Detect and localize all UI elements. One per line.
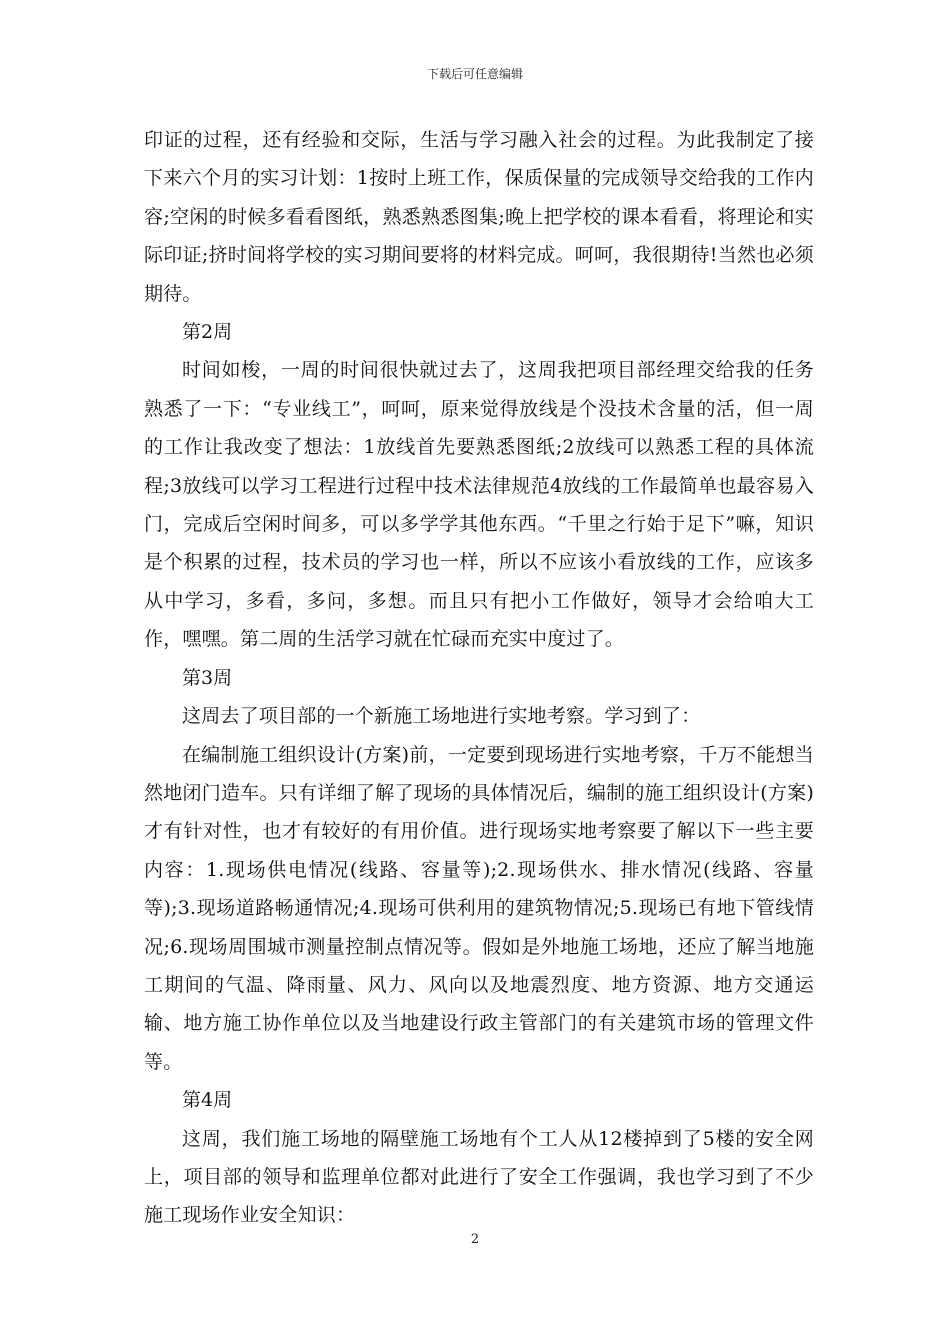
page-number: 2 <box>470 1232 480 1247</box>
page-header: 下载后可任意编辑 <box>426 67 523 81</box>
paragraph-intro-continued: 印证的过程，还有经验和交际，生活与学习融入社会的过程。为此我制定了接下来六个月的实习计划：1按时上班工作，保质保量的完成领导交给我的工作内容;空闲的时候多看看图纸，熟悉熟悉图集;晚上把学校的课本看看，将理论和实际印证;挤时间将学校的实习期间要将的材料完成。呵呵，我很期待!当然也必须期待。 <box>144 129 814 305</box>
paragraph-week-3-intro: 这周去了项目部的一个新施工场地进行实地考察。学习到了： <box>182 705 701 728</box>
section-heading-week-4: 第4周 <box>182 1089 233 1112</box>
section-heading-week-2: 第2周 <box>182 321 233 344</box>
paragraph-week-2: 时间如梭，一周的时间很快就过去了，这周我把项目部经理交给我的任务熟悉了一下：“专业线工”，呵呵，原来觉得放线是个没技术含量的活，但一周的工作让我改变了想法：1放线首先要熟悉图纸;2放线可以熟悉工程的具体流程;3放线可以学习工程进行过程中技术法律规范4放线的工作最简单也最容易入门，完成后空闲时间多，可以多学学其他东西。“千里之行始于足下”嘛，知识是个积累的过程，技术员的学习也一样，所以不应该小看放线的工作，应该多从中学习，多看，多问，多想。而且只有把小工作做好，领导才会给咱大工作，嘿嘿。第二周的生活学习就在忙碌而充实中度过了。 <box>144 359 814 651</box>
section-heading-week-3: 第3周 <box>182 666 233 689</box>
document-body <box>144 121 814 1235</box>
paragraph-week-4: 这周，我们施工场地的隔壁施工场地有个工人从12楼掉到了5楼的安全网上，项目部的领导和监理单位都对此进行了安全工作强调，我也学习到了不少施工现场作业安全知识： <box>144 1127 814 1227</box>
paragraph-week-3-details: 在编制施工组织设计(方案)前，一定要到现场进行实地考察，千万不能想当然地闭门造车。只有详细了解了现场的具体情况后，编制的施工组织设计(方案)才有针对性，也才有较好的有用价值。进行现场实地考察要了解以下一些主要内容：1.现场供电情况(线路、容量等);2.现场供水、排水情况(线路、容量等);3.现场道路畅通情况;4.现场可供利用的建筑物情况;5.现场已有地下管线情况;6.现场周围城市测量控制点情况等。假如是外地施工场地，还应了解当地施工期间的气温、降雨量、风力、风向以及地震烈度、地方资源、地方交通运输、地方施工协作单位以及当地建设行政主管部门的有关建筑市场的管理文件等。 <box>144 743 814 1073</box>
